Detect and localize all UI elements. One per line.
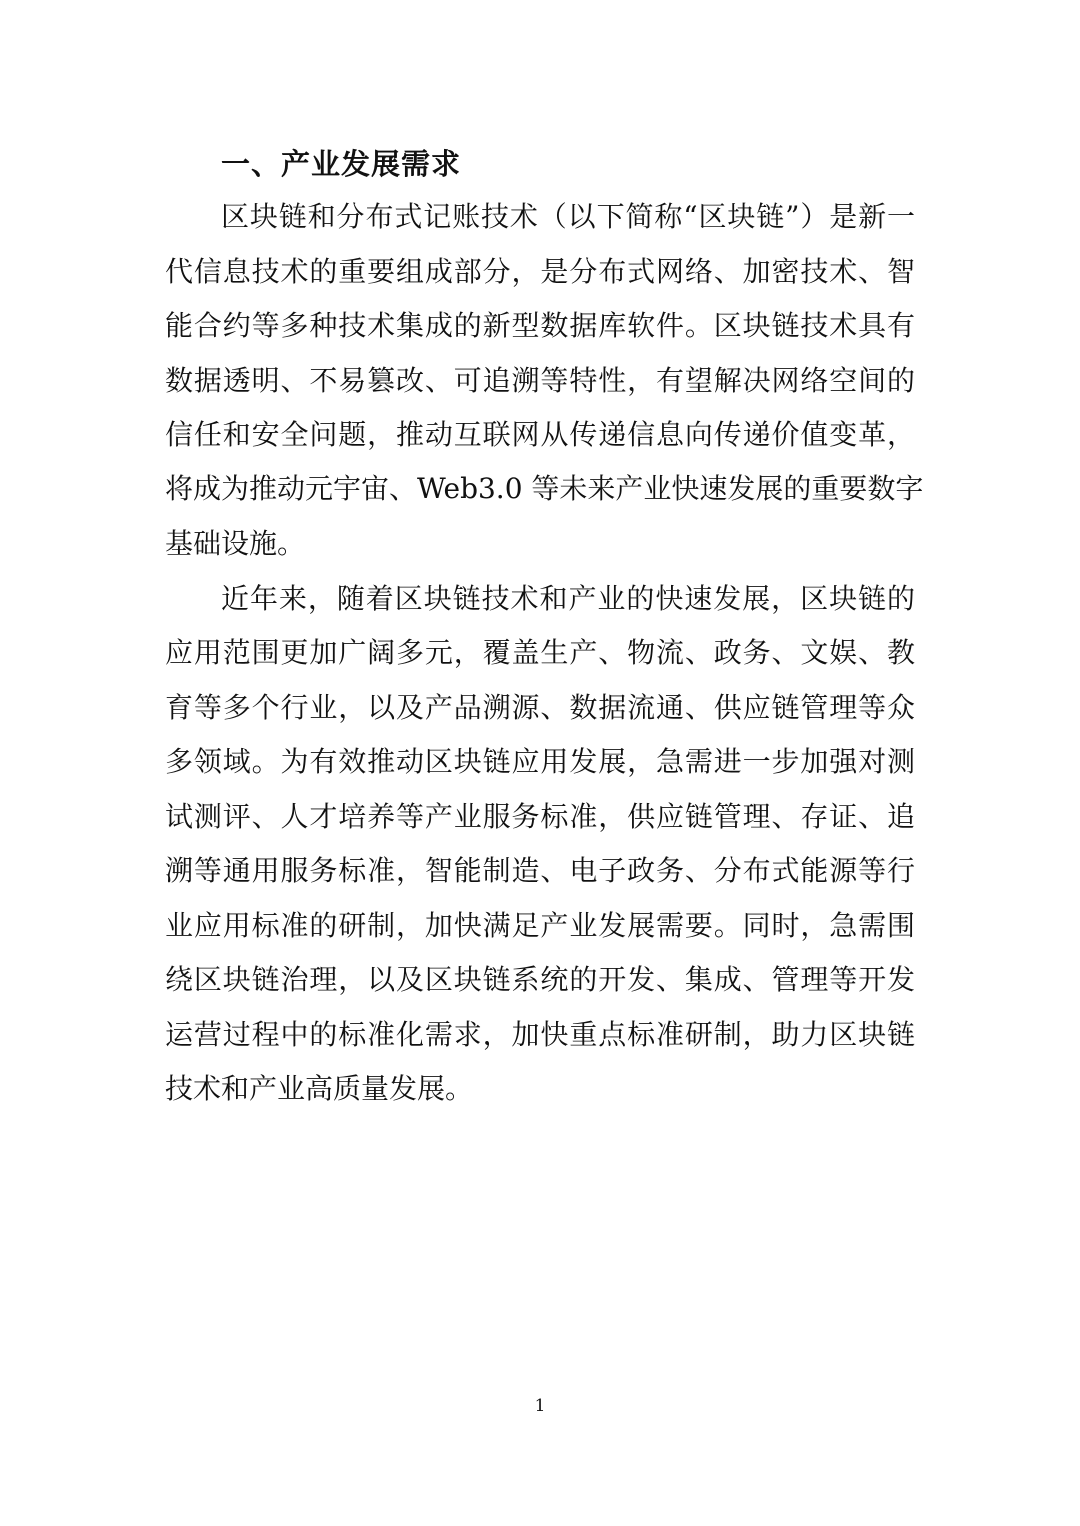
paragraph-2-line-8: 绕区块链治理，以及区块链系统的开发、集成、管理等开发 — [165, 963, 915, 996]
paragraph-2-line-5: 试测评、人才培养等产业服务标准，供应链管理、存证、追 — [165, 800, 915, 833]
paragraph-1-line-6: 将成为推动元宇宙、Web3.0 等未来产业快速发展的重要数字 — [165, 472, 924, 505]
paragraph-1-line-7: 基础设施。 — [165, 527, 306, 560]
paragraph-2-line-9: 运营过程中的标准化需求，加快重点标准研制，助力区块链 — [165, 1018, 915, 1051]
paragraph-2-line-2: 应用范围更加广阔多元，覆盖生产、物流、政务、文娱、教 — [165, 636, 915, 669]
paragraph-1-line-2: 代信息技术的重要组成部分，是分布式网络、加密技术、智 — [165, 255, 915, 288]
paragraph-1-line-1: 区块链和分布式记账技术（以下简称“区块链”）是新一 — [221, 200, 915, 233]
paragraph-2-line-7: 业应用标准的研制，加快满足产业发展需要。同时，急需围 — [165, 909, 915, 942]
paragraph-2-line-6: 溯等通用服务标准，智能制造、电子政务、分布式能源等行 — [165, 854, 915, 887]
paragraph-2-line-4: 多领域。为有效推动区块链应用发展，急需进一步加强对测 — [165, 745, 915, 778]
paragraph-1-line-3: 能合约等多种技术集成的新型数据库软件。区块链技术具有 — [165, 309, 915, 342]
paragraph-1-line-4: 数据透明、不易篡改、可追溯等特性，有望解决网络空间的 — [165, 364, 915, 397]
paragraph-2-line-3: 育等多个行业，以及产品溯源、数据流通、供应链管理等众 — [165, 691, 915, 724]
paragraph-2-line-1: 近年来，随着区块链技术和产业的快速发展，区块链的 — [221, 582, 915, 615]
paragraph-2-line-10: 技术和产业高质量发展。 — [165, 1072, 474, 1105]
page-number: 1 — [534, 1396, 546, 1416]
paragraph-1-line-5: 信任和安全问题，推动互联网从传递信息向传递价值变革， — [165, 418, 915, 451]
section-heading: 一、产业发展需求 — [221, 147, 462, 181]
